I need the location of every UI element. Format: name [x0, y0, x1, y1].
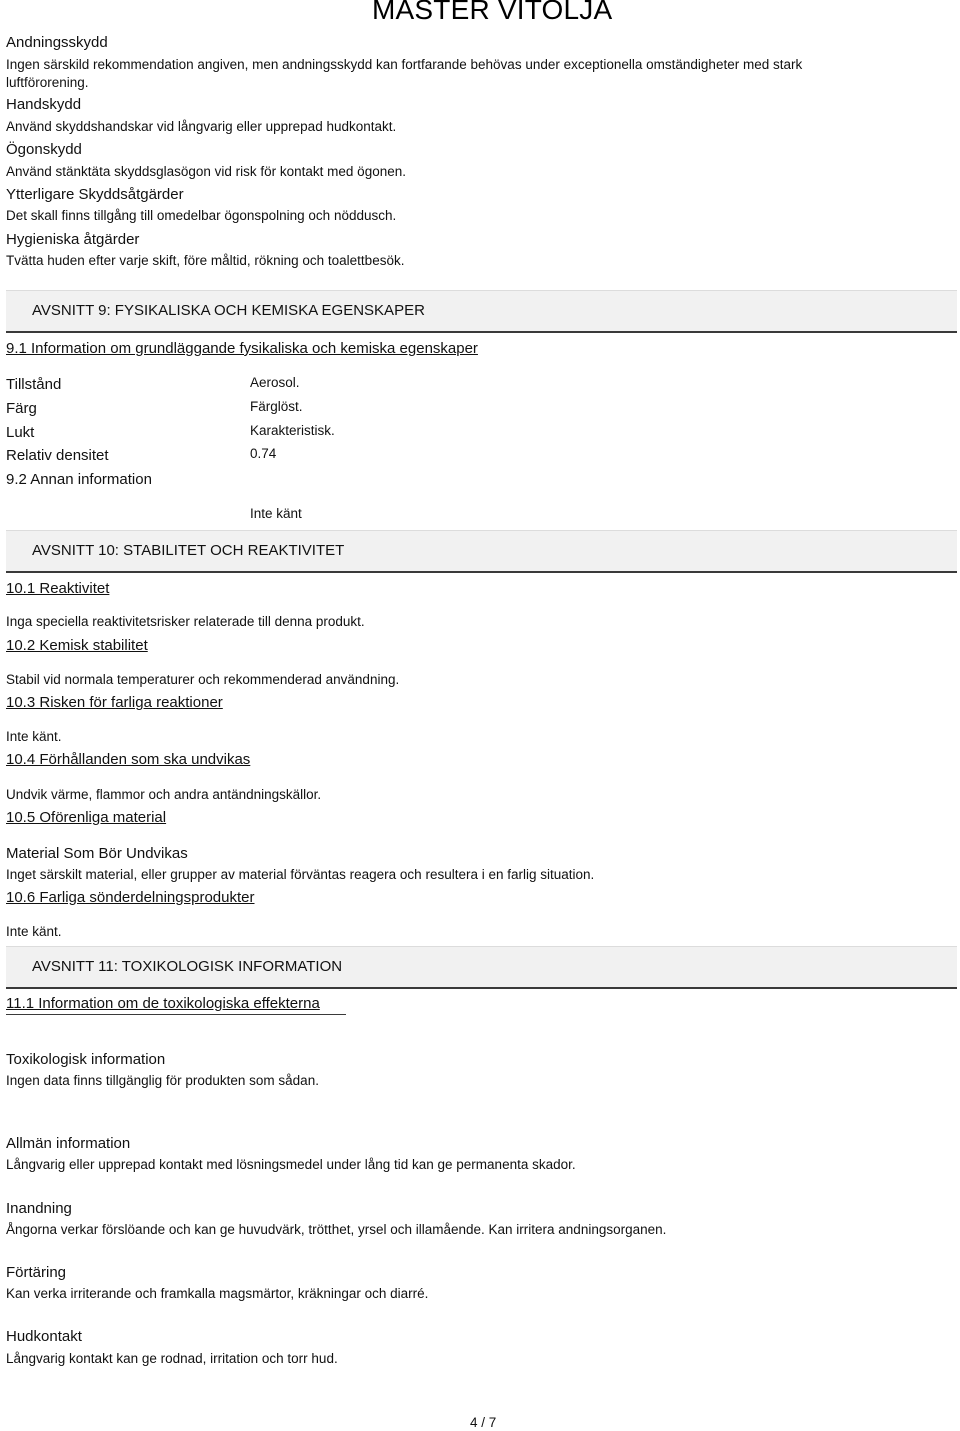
document-title: MASTER VITOLJA — [372, 0, 613, 25]
property-value-farg: Färglöst. — [250, 399, 303, 414]
section10-3-heading: 10.3 Risken för farliga reaktioner — [6, 694, 223, 711]
hudkontakt-text: Långvarig kontakt kan ge rodnad, irritation och torr hud. — [6, 1351, 338, 1366]
section10-4-text: Undvik värme, flammor och andra antändningskällor. — [6, 787, 322, 802]
material-undvikas-heading: Material Som Bör Undvikas — [6, 845, 188, 862]
toxikologisk-heading: Toxikologisk information — [6, 1051, 166, 1068]
section11-banner-title: AVSNITT 11: TOXIKOLOGISK INFORMATION — [32, 958, 343, 975]
section9-2-heading: 9.2 Annan information — [6, 471, 152, 488]
allman-heading: Allmän information — [6, 1135, 131, 1152]
section10-1-heading: 10.1 Reaktivitet — [6, 580, 110, 597]
property-value-lukt: Karakteristisk. — [250, 423, 335, 438]
section10-6-text: Inte känt. — [6, 924, 62, 939]
section10-3-text: Inte känt. — [6, 729, 62, 744]
material-undvikas-text: Inget särskilt material, eller grupper av material förväntas reagera och resultera i en farlig situation. — [6, 867, 595, 882]
fortaring-heading: Förtäring — [6, 1264, 67, 1281]
property-value-tillstand: Aerosol. — [250, 375, 300, 390]
section10-2-text: Stabil vid normala temperaturer och rekommenderad användning. — [6, 672, 400, 687]
section10-6-heading: 10.6 Farliga sönderdelningsprodukter — [6, 889, 255, 906]
section9-1-heading: 9.1 Information om grundläggande fysikaliska och kemiska egenskaper — [6, 340, 478, 357]
section10-4-heading: 10.4 Förhållanden som ska undvikas — [6, 751, 251, 768]
page-number: 4 / 7 — [470, 1415, 497, 1430]
section11-1-underline-rule — [6, 1014, 346, 1015]
ogonskydd-text: Använd stänktäta skyddsglasögon vid risk för kontakt med ögonen. — [6, 164, 406, 179]
ogonskydd-heading: Ögonskydd — [6, 141, 82, 158]
property-label-farg: Färg — [6, 400, 37, 417]
section10-banner — [6, 530, 957, 573]
allman-text: Långvarig eller upprepad kontakt med lösningsmedel under lång tid kan ge permanenta skador. — [6, 1157, 576, 1172]
property-label-densitet: Relativ densitet — [6, 447, 109, 464]
andningsskydd-heading: Andningsskydd — [6, 34, 108, 51]
toxikologisk-text: Ingen data finns tillgänglig för produkten som sådan. — [6, 1073, 319, 1088]
section10-1-text: Inga speciella reaktivitetsrisker relaterade till denna produkt. — [6, 614, 365, 629]
andningsskydd-text: Ingen särskild rekommendation angiven, men andningsskydd kan fortfarande behövas under exceptionella omständigheter med stark luftförorening. — [6, 57, 803, 90]
hygieniska-text: Tvätta huden efter varje skift, före måltid, rökning och toalettbesök. — [6, 253, 405, 268]
property-value-densitet: 0.74 — [250, 446, 277, 461]
section11-1-heading: 11.1 Information om de toxikologiska effekterna — [6, 995, 320, 1012]
handskydd-heading: Handskydd — [6, 96, 82, 113]
section10-banner-title: AVSNITT 10: STABILITET OCH REAKTIVITET — [32, 542, 345, 559]
inandning-text: Ångorna verkar förslöande och kan ge huvudvärk, trötthet, yrsel och illamående. Kan irritera andningsorganen. — [6, 1222, 667, 1237]
fortaring-text: Kan verka irriterande och framkalla magsmärtor, kräkningar och diarré. — [6, 1286, 429, 1301]
section10-5-heading: 10.5 Oförenliga material — [6, 809, 167, 826]
hudkontakt-heading: Hudkontakt — [6, 1328, 82, 1345]
hygieniska-heading: Hygieniska åtgärder — [6, 231, 140, 248]
ytterligare-skydd-text: Det skall finns tillgång till omedelbar ögonspolning och nöddusch. — [6, 208, 397, 223]
ytterligare-skydd-heading: Ytterligare Skyddsåtgärder — [6, 186, 184, 203]
section9-2-value: Inte känt — [250, 506, 302, 521]
section9-banner-title: AVSNITT 9: FYSIKALISKA OCH KEMISKA EGENSKAPER — [32, 302, 425, 319]
section9-banner — [6, 290, 957, 333]
property-label-lukt: Lukt — [6, 424, 35, 441]
section10-2-heading: 10.2 Kemisk stabilitet — [6, 637, 148, 654]
handskydd-text: Använd skyddshandskar vid långvarig eller upprepad hudkontakt. — [6, 119, 397, 134]
section11-banner — [6, 946, 957, 989]
inandning-heading: Inandning — [6, 1200, 72, 1217]
property-label-tillstand: Tillstånd — [6, 376, 62, 393]
